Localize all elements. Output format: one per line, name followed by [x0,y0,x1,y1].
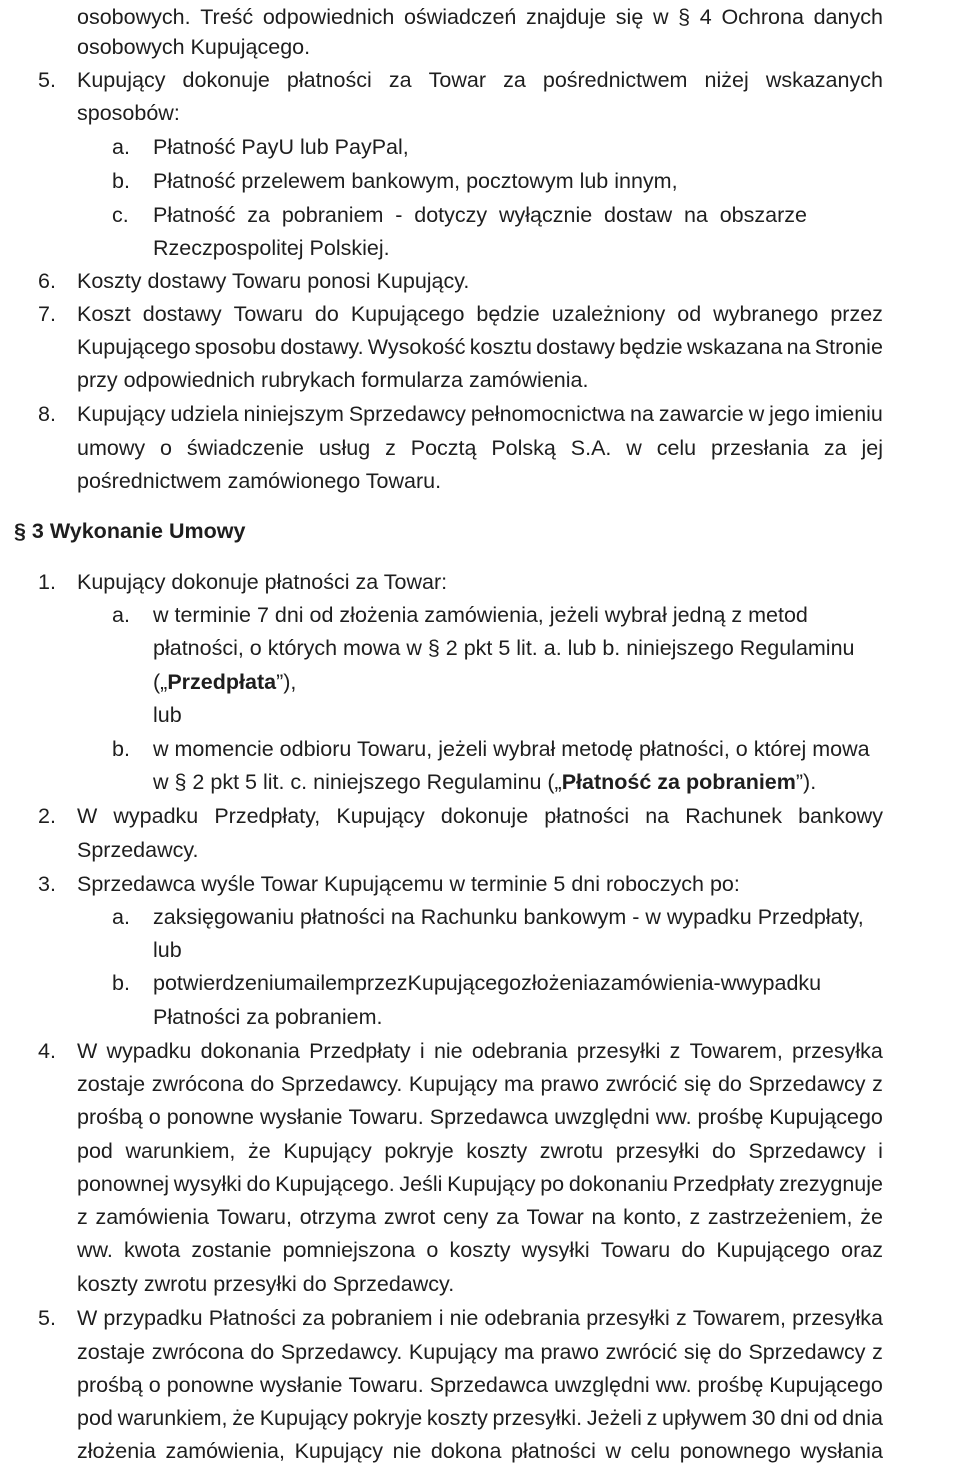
list-marker: b. [112,737,130,761]
text-line: W wypadku Przedpłaty, Kupujący dokonuje płatności na Rachunek bankowy [77,804,883,828]
text-line: płatności, o których mowa w § 2 pkt 5 lit. a. lub b. niniejszego Regulaminu [153,636,855,660]
list-marker: 7. [38,302,56,326]
text-line: Kupującego sposobu dostawy. Wysokość kosztu dostawy będzie wskazana na Stronie [77,335,883,359]
text-line: Płatności za pobraniem. [153,1005,383,1029]
text-line: Kupujący dokonuje płatności za Towar: [77,570,448,594]
text-line: umowy o świadczenie usług z Pocztą Polską S.A. w celu przesłania za jej [77,436,883,460]
text-line: koszty zwrotu przesyłki do Sprzedawcy. [77,1272,455,1296]
text-line: Kupujący udziela niniejszym Sprzedawcy pełnomocnictwa na zawarcie w jego imieniu [77,402,883,426]
list-marker: 3. [38,872,56,896]
text-line: W przypadku Płatności za pobraniem i nie odebrania przesyłki z Towarem, przesyłka [77,1306,883,1330]
list-marker: c. [112,203,129,227]
text-line: złożenia zamówienia, Kupujący nie dokona płatności w celu ponownego wysłania [77,1439,883,1463]
list-marker: a. [112,905,130,929]
text-line: pod warunkiem, że Kupujący pokryje koszty przesyłki. Jeżeli z upływem 30 dni od dnia [77,1406,883,1430]
list-marker: 5. [38,1306,56,1330]
text-line: Płatność przelewem bankowym, pocztowym lub innym, [153,169,678,193]
text-line: Płatność PayU lub PayPal, [153,135,409,159]
text-line: Koszty dostawy Towaru ponosi Kupujący. [77,269,470,293]
list-marker: 8. [38,402,56,426]
text-line: prośbą o ponowne wysłanie Towaru. Sprzedawca uwzględni ww. prośbę Kupującego [77,1373,883,1397]
text-line: zostaje zwrócona do Sprzedawcy. Kupujący ma prawo zwrócić się do Sprzedawcy z [77,1072,883,1096]
list-marker: 5. [38,68,56,92]
text-line: przy odpowiednich rubrykach formularza zamówienia. [77,368,589,392]
text-line: Płatność za pobraniem - dotyczy wyłącznie dostaw na obszarze [153,203,807,227]
list-marker: 2. [38,804,56,828]
text-line: lub [153,938,182,962]
text-line: prośbą o ponowne wysłanie Towaru. Sprzedawca uwzględni ww. prośbę Kupującego [77,1105,883,1129]
section-heading: § 3 Wykonanie Umowy [14,519,246,543]
text-line: Rzeczpospolitej Polskiej. [153,236,390,260]
text-line: pod warunkiem, że Kupujący pokryje koszty zwrotu przesyłki do Sprzedawcy i [77,1139,883,1163]
list-marker: b. [112,971,130,995]
text-line: Sprzedawca wyśle Towar Kupującemu w terminie 5 dni roboczych po: [77,872,740,896]
text-line: lub [153,703,182,727]
text-line: osobowych. Treść odpowiednich oświadczeń znajduje się w § 4 Ochrona danych [77,5,883,29]
text-line: Koszt dostawy Towaru do Kupującego będzie uzależniony od wybranego przez [77,302,883,326]
text-line: potwierdzeniu mailem przez Kupującego złożenia zamówienia - w wypadku [153,971,822,995]
text-line: w terminie 7 dni od złożenia zamówienia, jeżeli wybrał jedną z metod [153,603,808,627]
text-line: sposobów: [77,101,180,125]
text-line: ww. kwota zostanie pomniejszona o koszty wysyłki Towaru do Kupującego oraz [77,1238,883,1262]
list-marker: a. [112,603,130,627]
text-line: ponownej wysyłki do Kupującego. Jeśli Kupujący po dokonaniu Przedpłaty zrezygnuje [77,1172,883,1196]
text-line: pośrednictwem zamówionego Towaru. [77,469,442,493]
text-line: Kupujący dokonuje płatności za Towar za pośrednictwem niżej wskazanych [77,68,883,92]
list-marker: b. [112,169,130,193]
list-marker: a. [112,135,130,159]
text-line: w § 2 pkt 5 lit. c. niniejszego Regulaminu („Płatność za pobraniem”). [153,770,817,794]
list-marker: 6. [38,269,56,293]
text-line: Sprzedawcy. [77,838,199,862]
list-marker: 1. [38,570,56,594]
text-line: zostaje zwrócona do Sprzedawcy. Kupujący ma prawo zwrócić się do Sprzedawcy z [77,1340,883,1364]
text-line: zaksięgowaniu płatności na Rachunku bankowym - w wypadku Przedpłaty, [153,905,864,929]
text-line: z zamówienia Towaru, otrzyma zwrot ceny za Towar na konto, z zastrzeżeniem, że [77,1205,883,1229]
text-line: W wypadku dokonania Przedpłaty i nie odebrania przesyłki z Towarem, przesyłka [77,1039,883,1063]
text-line: („Przedpłata”), [153,670,297,694]
text-line: w momencie odbioru Towaru, jeżeli wybrał metodę płatności, o której mowa [153,737,870,761]
text-line: osobowych Kupującego. [77,35,311,59]
list-marker: 4. [38,1039,56,1063]
